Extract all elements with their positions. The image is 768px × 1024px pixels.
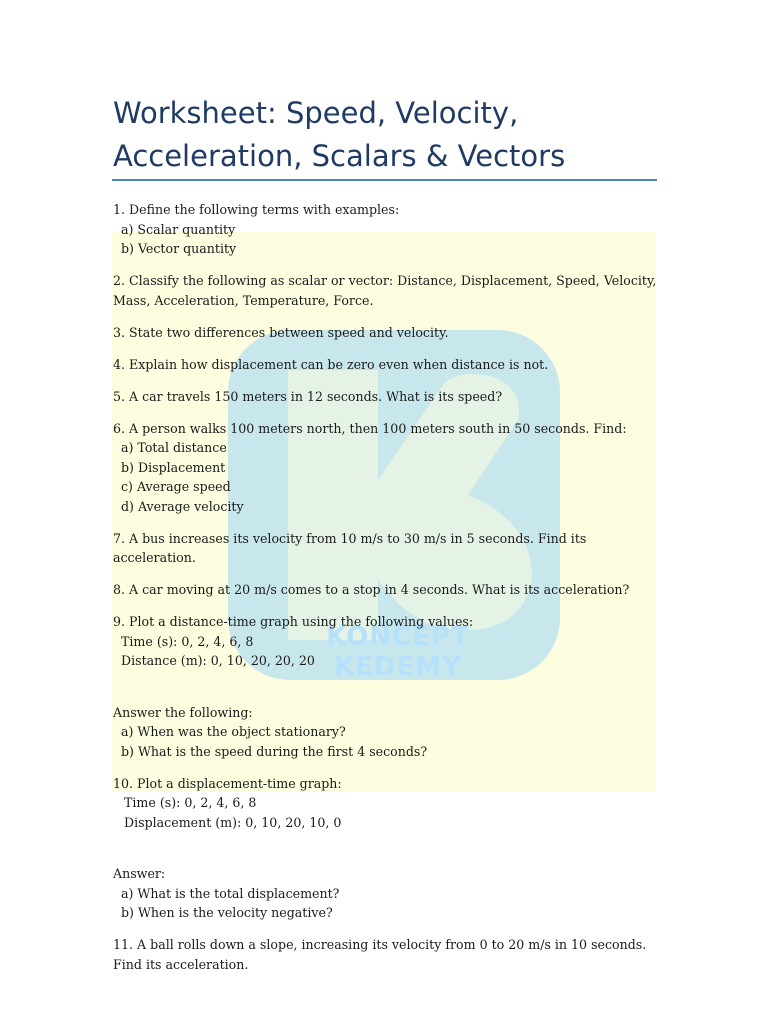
sub-item: Distance (m): 0, 10, 20, 20, 20 <box>121 653 315 668</box>
sub-item: Displacement (m): 0, 10, 20, 10, 0 <box>124 814 342 830</box>
page-title: Worksheet: Speed, Velocity, Acceleration, Scalars & Vectors <box>113 96 566 173</box>
question-6 <box>113 419 658 517</box>
question-2 <box>113 271 658 310</box>
spacer-line <box>113 832 658 852</box>
question-text: Answer the following: <box>113 704 253 720</box>
sub-item: a) Total distance <box>121 440 227 455</box>
question-10 <box>113 774 658 852</box>
question-8 <box>113 580 658 600</box>
question-7 <box>113 529 658 568</box>
question-text: 11. A ball rolls down a slope, increasing its velocity from 0 to 20 m/s in 10 seconds. Find its acceleration. <box>113 937 647 972</box>
question-1 <box>113 200 658 259</box>
sub-item: a) What is the total displacement? <box>121 885 340 901</box>
sub-item: b) When is the velocity negative? <box>121 905 333 920</box>
question-text: 3. State two differences between speed and velocity. <box>113 324 449 340</box>
question-text: 6. A person walks 100 meters north, then 100 meters south in 50 seconds. Find: <box>113 420 627 436</box>
sub-item: b) What is the speed during the first 4 seconds? <box>121 743 428 759</box>
question-text: Answer: <box>113 866 166 881</box>
question-text: 8. A car moving at 20 m/s comes to a stop in 4 seconds. What is its acceleration? <box>113 582 630 597</box>
sub-item: a) Scalar quantity <box>121 221 236 237</box>
sub-item: a) When was the object stationary? <box>121 724 346 739</box>
question-text: 4. Explain how displacement can be zero even when distance is not. <box>113 356 549 372</box>
question-text: 9. Plot a distance-time graph using the following values: <box>113 614 474 629</box>
sub-item: d) Average velocity <box>121 498 244 514</box>
sub-item: c) Average speed <box>121 479 231 494</box>
question-text: 7. A bus increases its velocity from 10 m/s to 30 m/s in 5 seconds. Find its acceleration. <box>113 530 587 565</box>
title-divider <box>112 179 657 181</box>
sub-item: b) Vector quantity <box>121 241 237 256</box>
question-10-answer <box>113 864 658 923</box>
sub-item: Time (s): 0, 2, 4, 6, 8 <box>121 633 254 649</box>
question-text: 10. Plot a displacement-time graph: <box>113 775 342 791</box>
question-9-answer <box>113 703 658 762</box>
question-text: 5. A car travels 150 meters in 12 seconds. What is its speed? <box>113 388 503 404</box>
watermark-brand-text: KONCEPT KEDEMY <box>326 622 470 682</box>
question-11 <box>113 935 658 974</box>
spacer-line <box>113 671 658 691</box>
sub-item: Time (s): 0, 2, 4, 6, 8 <box>124 795 257 810</box>
sub-item: b) Displacement <box>121 459 226 475</box>
question-text: 1. Define the following terms with examples: <box>113 202 400 217</box>
question-5 <box>113 387 658 407</box>
question-text: 2. Classify the following as scalar or vector: Distance, Displacement, Speed, Velocity, Mass, Acceleration, Temperature, Force. <box>113 273 657 308</box>
question-4 <box>113 355 658 375</box>
question-list <box>113 200 658 987</box>
question-9 <box>113 612 658 690</box>
question-3 <box>113 323 658 343</box>
